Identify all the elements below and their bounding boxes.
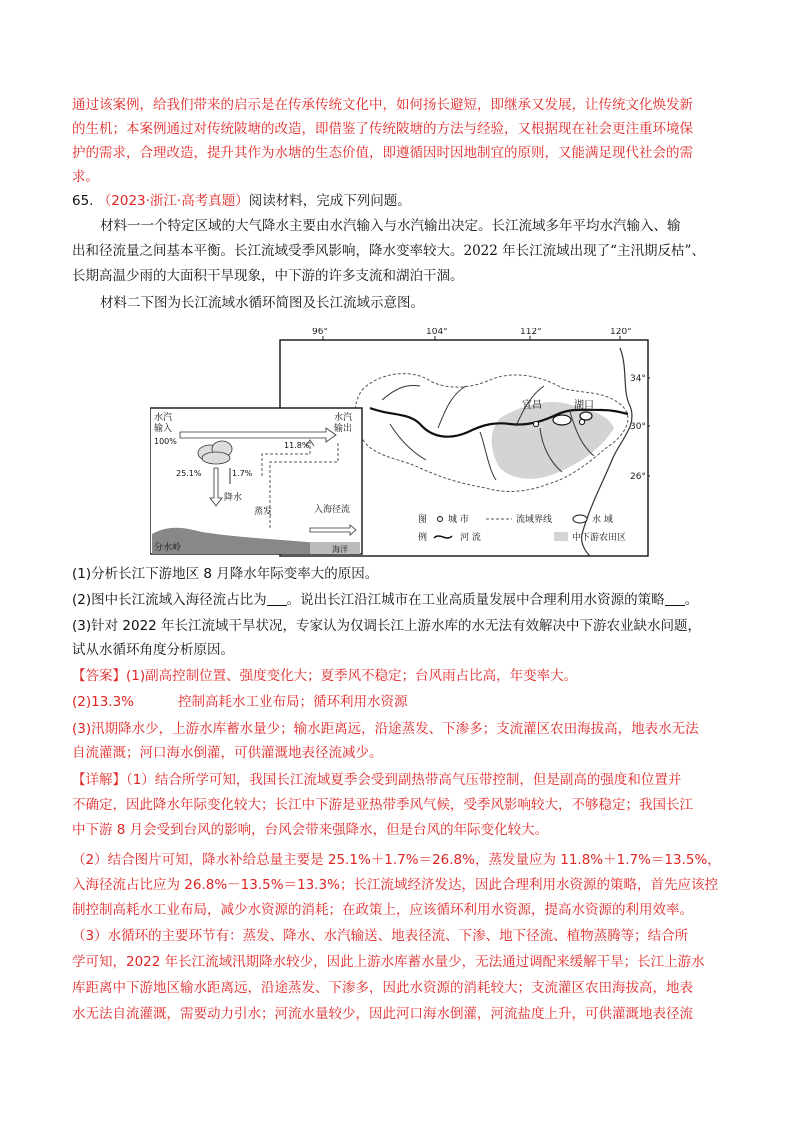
material-line: 材料二下图为长江流域水循环简图及长江流域示意图。 — [100, 295, 424, 311]
question-prompt: 阅读材料，完成下列问题。 — [248, 193, 411, 209]
runoff-label: 入海径流 — [314, 505, 351, 515]
pct-118: 11.8% — [284, 441, 310, 450]
lat-label: 34° — [630, 374, 646, 384]
sub-question-1: (1)分析长江下游地区 8 月降水年际变率大的原因。 — [72, 566, 379, 582]
divide-label: 分水岭 — [154, 543, 182, 553]
evap-label: 蒸发 — [254, 507, 273, 517]
detail-line: 入海径流占比应为 26.8%－13.5%＝13.3%；长江流域经济发达，因此合理利用水资源的策略，首先应该控 — [72, 877, 718, 893]
detail-line: （2）结合图片可知，降水补给总量主要是 25.1%＋1.7%＝26.8%，蒸发量应为 11.8%＋1.7%＝13.5%， — [72, 852, 721, 868]
legend-water-icon — [573, 515, 587, 523]
material-line: 出和径流量之间基本平衡。长江流域受季风影响，降水变率较大。2022 年长江流域出现了“主汛期反枯”、 — [72, 243, 705, 259]
intro-line: 的生机；本案例通过对传统陂塘的改造，即借鉴了传统陂塘的方法与经验，又根据现在社会更注重环境保 — [72, 121, 693, 137]
question-header — [72, 190, 411, 212]
legend-farm-icon — [554, 532, 568, 541]
lon-label: 96° — [312, 328, 328, 337]
city-marker — [533, 421, 538, 426]
pct-17: 1.7% — [232, 469, 253, 478]
answer-line: (3)汛期降水少，上游水库蓄水量少；输水距离远，沿途蒸发、下渗多；支流灌区农田海拔高，地表水无法 — [72, 721, 699, 737]
detail-line: 水无法自流灌溉，需要动力引水；河流水量较少，因此河口海水倒灌，河流盐度上升，可供灌溉地表径流 — [72, 1006, 693, 1022]
lon-label: 104° — [426, 328, 448, 337]
legend-boundary: 流域界线 — [516, 515, 553, 525]
pct-100: 100% — [154, 437, 177, 446]
detail-line: 中下游 8 月会受到台风的影响，台风会带来强降水，但是台风的年际变化较大。 — [72, 822, 549, 838]
pct-251: 25.1% — [176, 469, 202, 478]
detail-tag: 【详解】 — [72, 772, 126, 788]
material-line: 长期高温少雨的大面积干旱现象，中下游的许多支流和湖泊干涸。 — [72, 268, 464, 284]
detail-line: 制控制高耗水工业布局，减少水资源的消耗；在政策上，应该循环利用水资源，提高水资源的利用效率。 — [72, 902, 693, 918]
answer-line: (2)13.3% 控制高耗水工业布局；循环利用水资源 — [72, 694, 408, 710]
detail-line: 不确定，因此降水年际变化较大；长江中下游是亚热带季风气候，受季风影响较大，不够稳定；我国长江 — [72, 797, 693, 813]
vapor-in-label: 输入 — [154, 424, 173, 434]
sub-question-2: (2)图中长江流域入海径流占比为 。说出长江沿江城市在工业高质量发展中合理利用水资源的策略 。 — [72, 592, 699, 608]
detail-line: （3）水循环的主要环节有：蒸发、降水、水汽输送、地表径流、下渗、地下径流、植物蒸腾等；结合所 — [72, 928, 689, 944]
lake — [580, 412, 592, 420]
sub-question-3: (3)针对 2022 年长江流域干旱状况，专家认为仅调长江上游水库的水无法有效解决中下游农业缺水问题， — [72, 618, 702, 634]
vapor-in-label: 水汽 — [154, 413, 173, 423]
sub-question-3: 试从水循环角度分析原因。 — [72, 642, 234, 658]
water-cycle-figure — [150, 328, 650, 560]
intro-line: 护的需求，合理改造，提升其作为水塘的生态价值，即遵循因时因地制宜的原则，又能满足现代社会的需 — [72, 145, 693, 161]
lat-label: 30° — [630, 422, 646, 432]
vapor-out-label: 输出 — [334, 424, 353, 434]
intro-line: 求。 — [72, 169, 99, 185]
city-marker — [579, 419, 584, 424]
legend-water: 水 域 — [592, 515, 613, 525]
lake — [553, 415, 571, 425]
legend-title: 例 — [418, 533, 428, 543]
answer-tag: 【答案】 — [72, 668, 126, 684]
vapor-out-label: 水汽 — [334, 413, 353, 423]
legend-city-icon — [438, 517, 443, 522]
question-source: （2023·浙江·高考真题） — [97, 193, 249, 209]
city-label: 湖口 — [574, 400, 594, 411]
intro-line: 通过该案例，给我们带来的启示是在传承传统文化中，如何扬长避短，即继承又发展，让传统文化焕发新 — [72, 97, 693, 113]
answer-line: 自流灌溉；河口海水倒灌，可供灌溉地表径流减少。 — [72, 745, 383, 761]
detail-line: 库距离中下游地区输水距离远，沿途蒸发、下渗多，因此水资源的消耗较大；支流灌区农田海拔高，地表 — [72, 980, 693, 996]
answer-blank[interactable] — [267, 591, 287, 606]
detail-line: 【详解】（1）结合所学可知，我国长江流域夏季会受到副热带高气压带控制，但是副高的强度和位置并 — [72, 772, 682, 788]
lon-label: 112° — [520, 328, 542, 337]
lon-label: 120° — [610, 328, 632, 337]
legend-farm: 中下游农田区 — [572, 533, 627, 543]
legend-city: 城 市 — [448, 515, 469, 525]
legend-river: 河 流 — [460, 533, 481, 543]
precip-label: 降水 — [224, 493, 243, 503]
lat-label: 26° — [630, 472, 646, 482]
figure-svg — [150, 328, 650, 560]
sea-label: 海洋 — [332, 545, 348, 554]
city-label: 宜昌 — [522, 400, 542, 411]
material-line: 材料一一个特定区域的大气降水主要由水汽输入与水汽输出决定。长江流域多年平均水汽输入、输 — [100, 218, 681, 234]
question-number: 65. — [72, 193, 94, 209]
legend-title: 图 — [418, 515, 428, 525]
answer-line: 【答案】(1)副高控制位置、强度变化大；夏季风不稳定；台风雨占比高，年变率大。 — [72, 668, 578, 684]
detail-line: 学可知，2022 年长江流域汛期降水较少，因此上游水库蓄水量少，无法通过调配来缓解干旱；长江上游水 — [72, 954, 705, 970]
answer-blank[interactable] — [665, 591, 685, 606]
